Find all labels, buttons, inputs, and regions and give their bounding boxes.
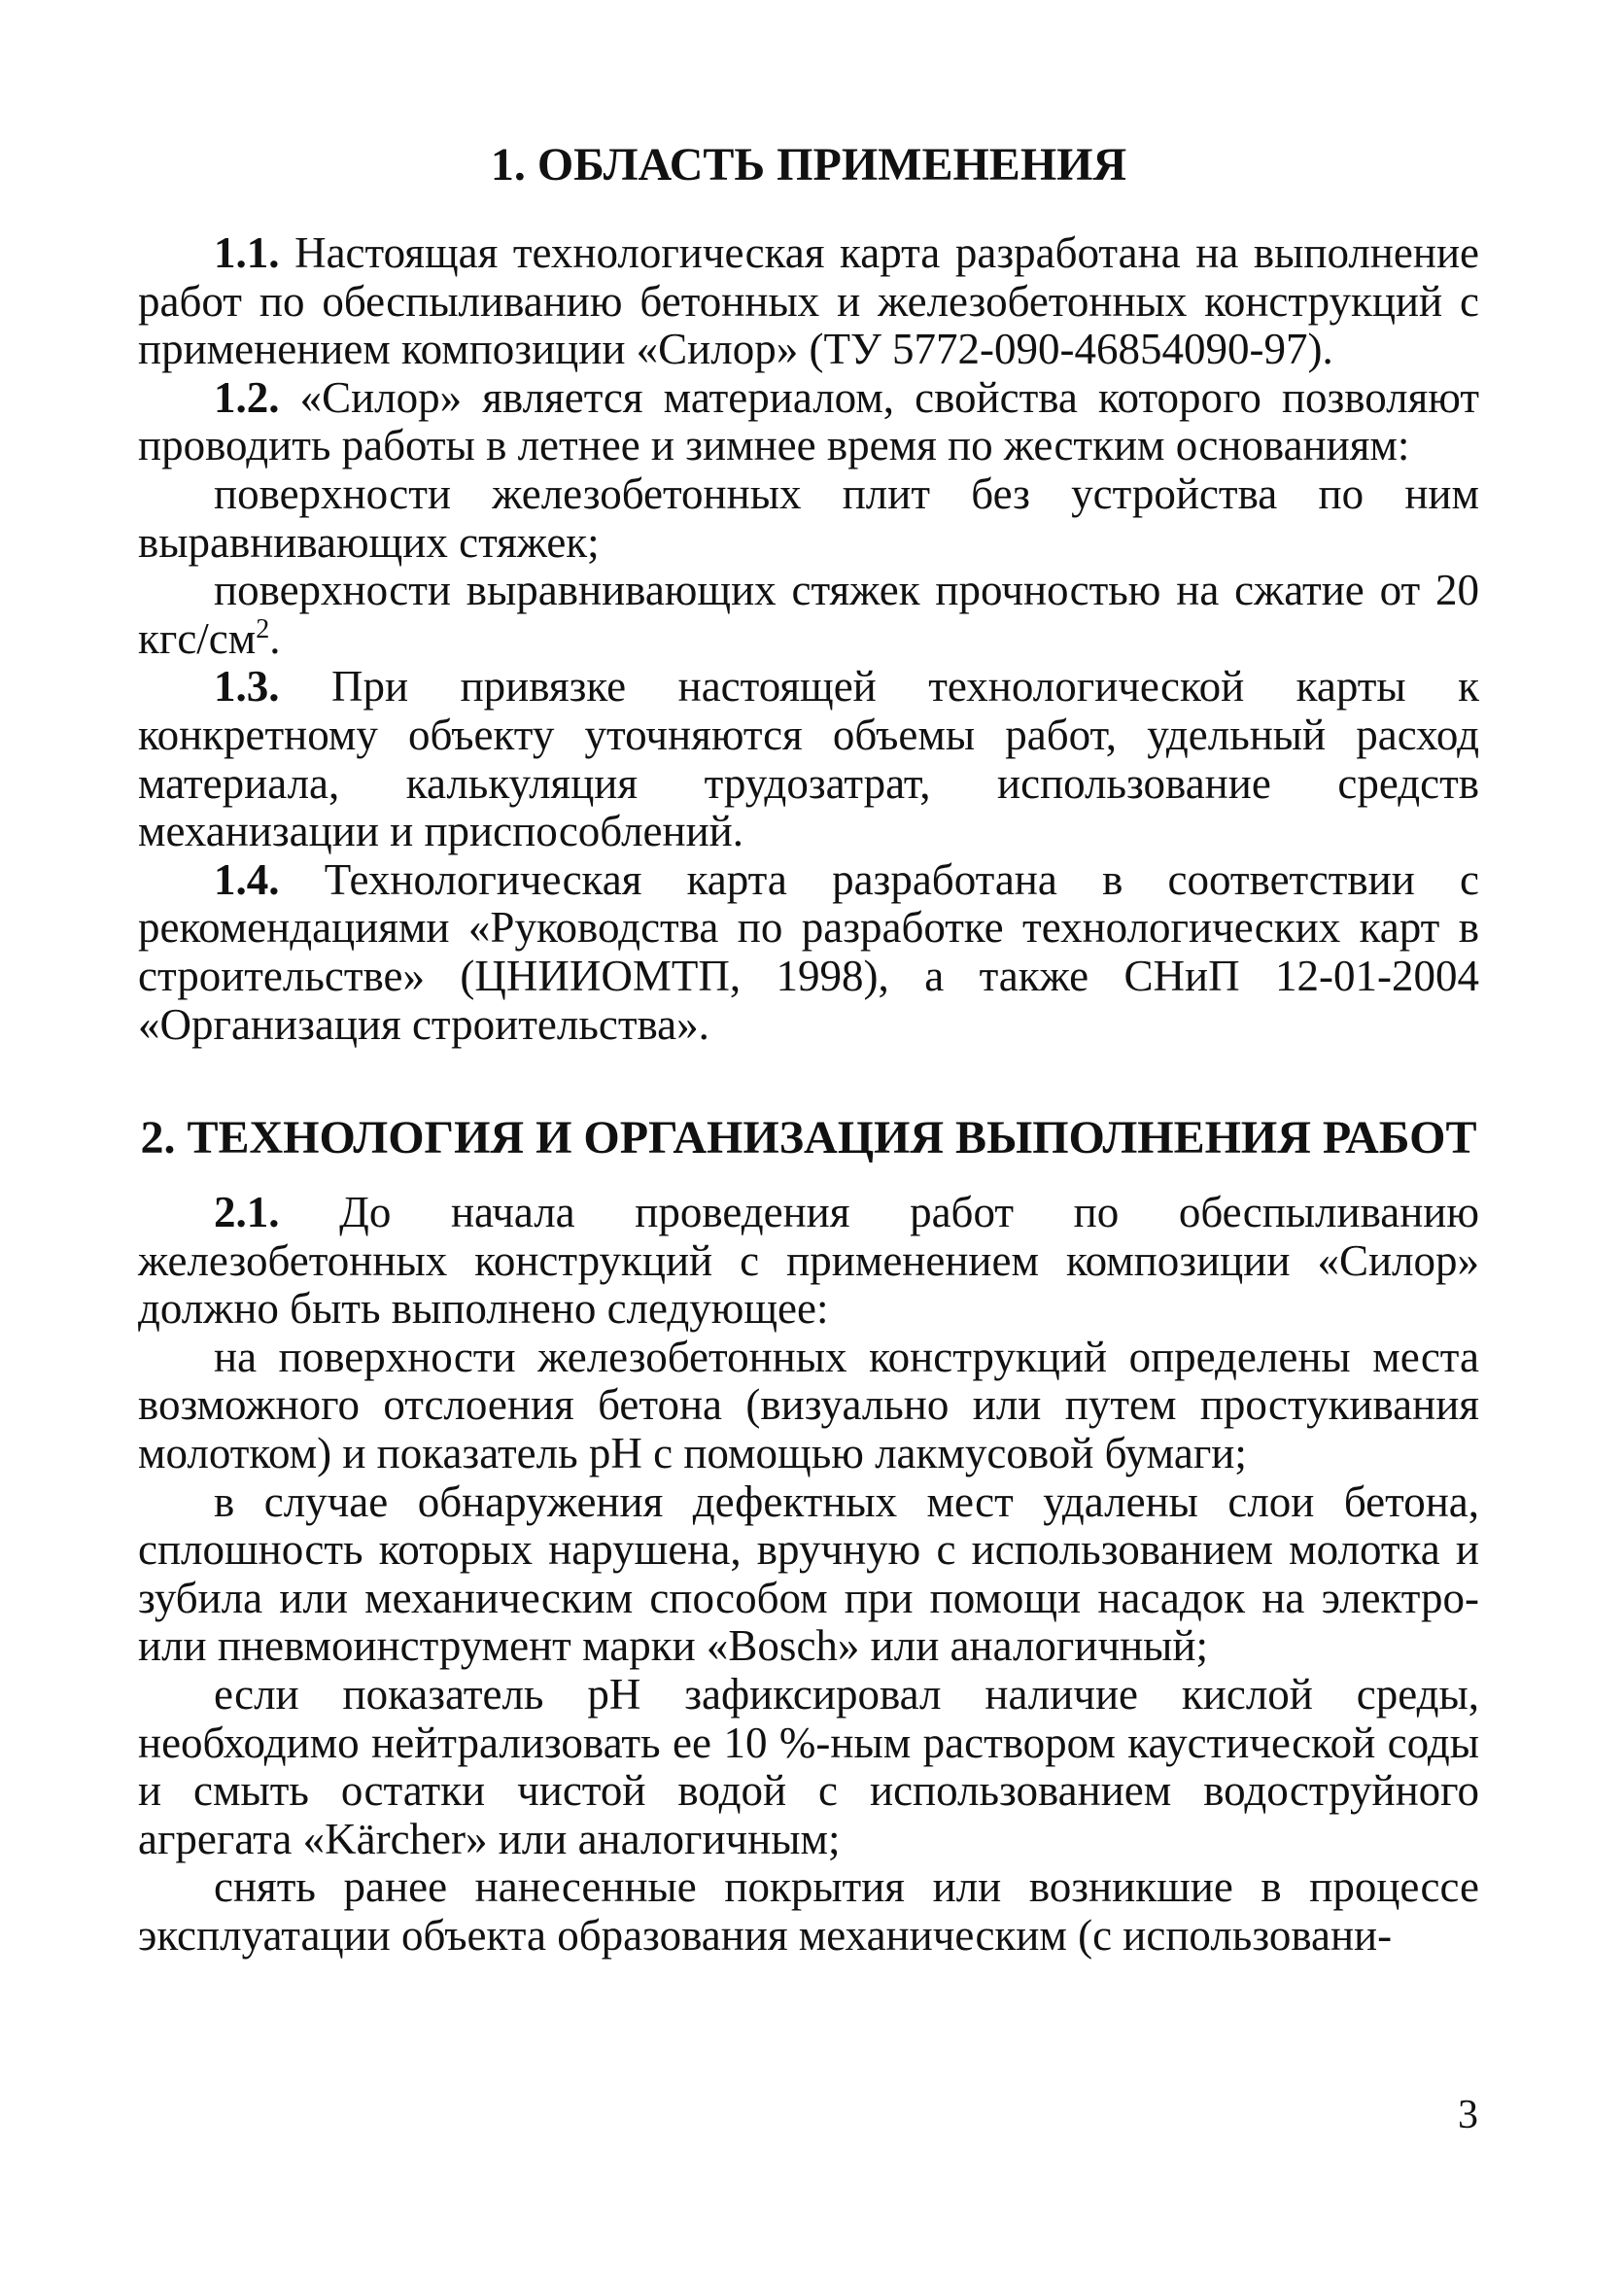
clause-text: Технологическая карта разработана в соответствии с рекомендациями «Руководства по разработке технологических карт в строительстве» (ЦНИИОМТП, 1998), а также СНиП 12-01-2004 «Организация строительства». bbox=[138, 854, 1479, 1049]
page-content bbox=[138, 136, 1479, 1961]
paragraph-1-2 bbox=[138, 374, 1479, 470]
paragraph-1-2-item-2 bbox=[138, 567, 1479, 663]
clause-number: 1.4. bbox=[214, 854, 280, 904]
paragraph-2-1-item-4: снять ранее нанесенные покрытия или возникшие в процессе эксплуатации объекта образования механическим (с использовани- bbox=[138, 1862, 1479, 1960]
paragraph-1-3 bbox=[138, 663, 1479, 855]
paragraph-2-1-item-2: в случае обнаружения дефектных мест удалены слои бетона, сплошность которых нарушена, вручную с использованием молотка и зубила или механическим способом при помощи насадок на электро- или пневмоинструмент марки «Bosch» или аналогичный; bbox=[138, 1476, 1479, 1671]
section-2-heading: 2. ТЕХНОЛОГИЯ И ОРГАНИЗАЦИЯ ВЫПОЛНЕНИЯ РАБОТ bbox=[140, 1112, 1477, 1164]
clause-text: При привязке настоящей технологической карты к конкретному объекту уточняются объемы работ, удельный расход материала, калькуляция трудозатрат, использование средств механизации и приспособлений. bbox=[138, 662, 1479, 856]
clause-text: До начала проведения работ по обеспыливанию железобетонных конструкций с применением композиции «Силор» должно быть выполнено следующее: bbox=[138, 1188, 1479, 1334]
paragraph-2-1-item-1: на поверхности железобетонных конструкций определены места возможного отслоения бетона (визуально или путем простукивания молотком) и показатель pH с помощью лакмусовой бумаги; bbox=[138, 1332, 1479, 1478]
clause-number: 2.1. bbox=[214, 1188, 280, 1237]
paragraph-1-2-item-1: поверхности железобетонных плит без устройства по ним выравнивающих стяжек; bbox=[138, 469, 1479, 567]
clause-number: 1.1. bbox=[214, 228, 280, 277]
clause-text: Настоящая технологическая карта разработана на выполнение работ по обеспыливанию бетонных и железобетонных конструкций с применением композиции «Силор» (ТУ 5772-090-46854090-97). bbox=[138, 228, 1479, 374]
page-number: 3 bbox=[1458, 2093, 1478, 2137]
clause-number: 1.2. bbox=[214, 372, 280, 422]
item-text: поверхности выравнивающих стяжек прочностью на сжатие от 20 кгс/см bbox=[138, 566, 1479, 663]
paragraph-2-1 bbox=[138, 1189, 1479, 1334]
section-1-heading: 1. ОБЛАСТЬ ПРИМЕНЕНИЯ bbox=[490, 139, 1127, 191]
paragraph-1-1 bbox=[138, 229, 1479, 374]
superscript: 2 bbox=[256, 613, 270, 644]
paragraph-1-4 bbox=[138, 856, 1479, 1049]
item-tail: . bbox=[269, 613, 281, 663]
clause-text: «Силор» является материалом, свойства которого позволяют проводить работы в летнее и зимнее время по жестким основаниям: bbox=[138, 372, 1479, 470]
clause-number: 1.3. bbox=[214, 662, 280, 712]
paragraph-2-1-item-3: если показатель pH зафиксировал наличие кислой среды, необходимо нейтрализовать ее 10 %-ным раствором каустической соды и смыть остатки чистой водой с использованием водоструйного агрегата «Kärcher» или аналогичным; bbox=[138, 1670, 1479, 1863]
